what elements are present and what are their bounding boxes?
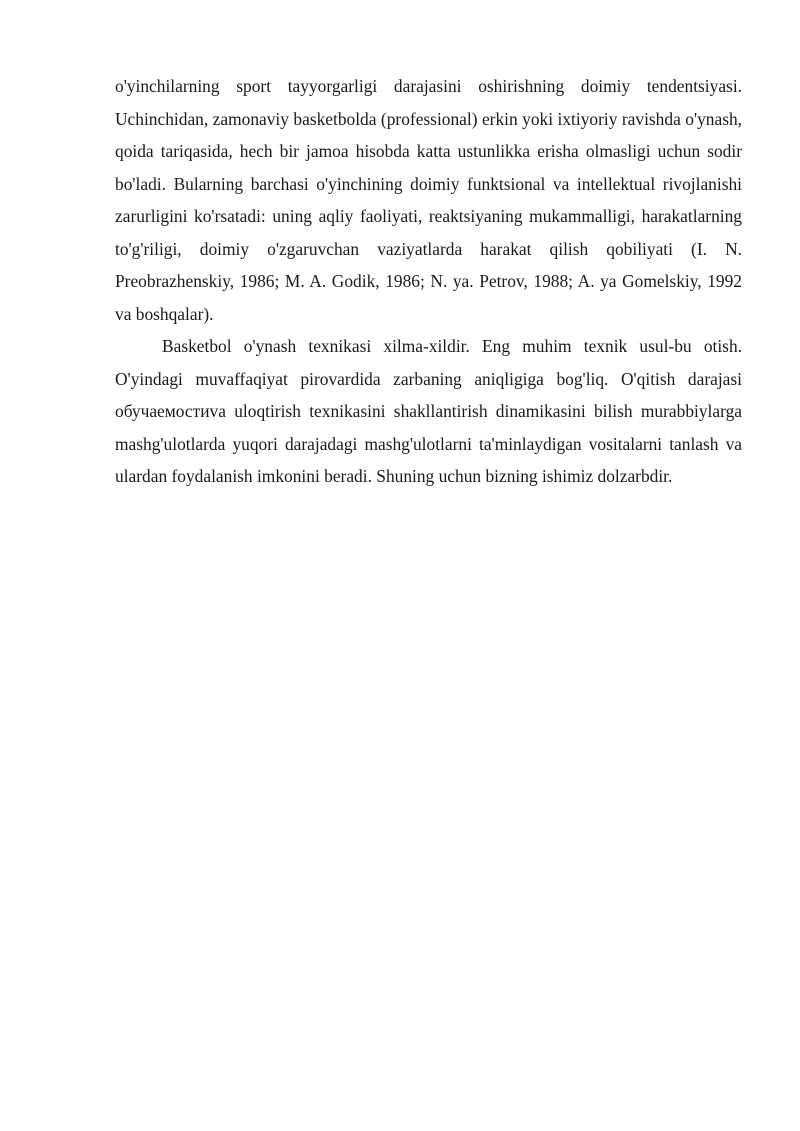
paragraph-basketball-technique: Basketbol o'ynash texnikasi xilma-xildir. Eng muhim texnik usul-bu otish. O'yindagi muvaffaqiyat pirovardida zarbaning aniqligiga bog'liq. O'qitish darajasi обучаемостиva uloqtirish texnikasini shakllantirish dinamikasini bilish murabbiylarga mashg'ulotlarda yuqori darajadagi mashg'ulotlarni ta'minlaydigan vositalarni tanlash va ulardan foydalanish imkonini beradi. Shuning uchun bizning ishimiz dolzarbdir. xyxy=(115,336,742,486)
paragraph-continuation: o'yinchilarning sport tayyorgarligi darajasini oshirishning doimiy tendentsiyasi. Uchinchidan, zamonaviy basketbolda (professional) erkin yoki ixtiyoriy ravishda o'ynash, qoida tariqasida, hech bir jamoa hisobda katta ustunlikka erisha olmasligi uchun sodir bo'ladi. Bularning barchasi o'yinchining doimiy funktsional va intellektual rivojlanishi zarurligini ko'rsatadi: uning aqliy faoliyati, reaktsiyaning mukammalligi, harakatlarning to'g'riligi, doimiy o'zgaruvchan vaziyatlarda harakat qilish qobiliyati (I. N. Preobrazhenskiy, 1986; M. A. Godik, 1986; N. ya. Petrov, 1988; A. ya Gomelskiy, 1992 va boshqalar). xyxy=(115,76,742,324)
body-text xyxy=(115,70,742,493)
